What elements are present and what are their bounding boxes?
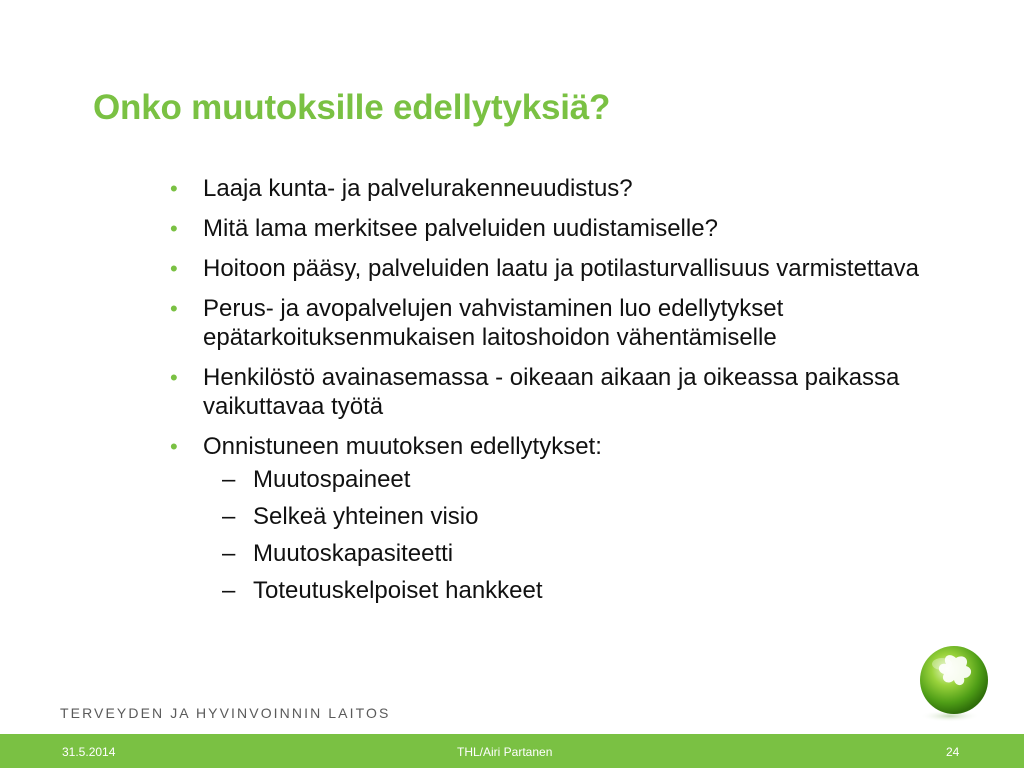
bullet-item (160, 214, 960, 243)
bullet-item (160, 294, 960, 352)
bullet-list (160, 174, 960, 613)
footer-bar (0, 734, 1024, 768)
bullet-item (160, 254, 960, 283)
bullet-text: Mitä lama merkitsee palveluiden uudistamiselle? (203, 215, 718, 242)
sub-bullet-list (160, 465, 960, 605)
footer-author: THL/Airi Partanen (457, 745, 553, 759)
green-orb-logo-icon (912, 642, 994, 724)
sub-bullet-text: Muutospaineet (253, 466, 411, 493)
sub-bullet-text: Muutoskapasiteetti (253, 540, 454, 567)
bullet-marker: • (170, 256, 178, 281)
bullet-marker: • (170, 176, 178, 201)
bullet-item (160, 363, 960, 421)
sub-bullet-item (160, 576, 960, 605)
sub-bullet-text: Selkeä yhteinen visio (253, 503, 479, 530)
bullet-text: Onnistuneen muutoksen edellytykset: (203, 433, 602, 460)
bullet-marker: • (170, 365, 178, 390)
bullet-text: Hoitoon pääsy, palveluiden laatu ja potilasturvallisuus varmistettava (203, 255, 919, 282)
sub-bullet-text: Toteutuskelpoiset hankkeet (253, 577, 543, 604)
bullet-item (160, 174, 960, 203)
dash-marker: – (222, 503, 236, 530)
sub-bullet-item (160, 502, 960, 531)
dash-marker: – (222, 577, 236, 604)
sub-bullet-item (160, 465, 960, 494)
sub-bullet-item (160, 539, 960, 568)
dash-marker: – (222, 540, 236, 567)
footer-date: 31.5.2014 (62, 745, 116, 759)
bullet-marker: • (170, 216, 178, 241)
bullet-item (160, 432, 960, 461)
bullet-text: Laaja kunta- ja palvelurakenneuudistus? (203, 175, 633, 202)
bullet-text: Perus- ja avopalvelujen vahvistaminen luo edellytykset epätarkoituksenmukaisen laitoshoidon vähentämiselle (203, 295, 784, 351)
footer-page-number: 24 (946, 745, 960, 759)
bullet-marker: • (170, 434, 178, 459)
organization-name: TERVEYDEN JA HYVINVOINNIN LAITOS (60, 705, 391, 721)
dash-marker: – (222, 466, 236, 493)
bullet-text: Henkilöstö avainasemassa - oikeaan aikaan ja oikeassa paikassa vaikuttavaa työtä (203, 364, 900, 420)
slide-title: Onko muutoksille edellytyksiä? (93, 88, 611, 127)
bullet-marker: • (170, 296, 178, 321)
